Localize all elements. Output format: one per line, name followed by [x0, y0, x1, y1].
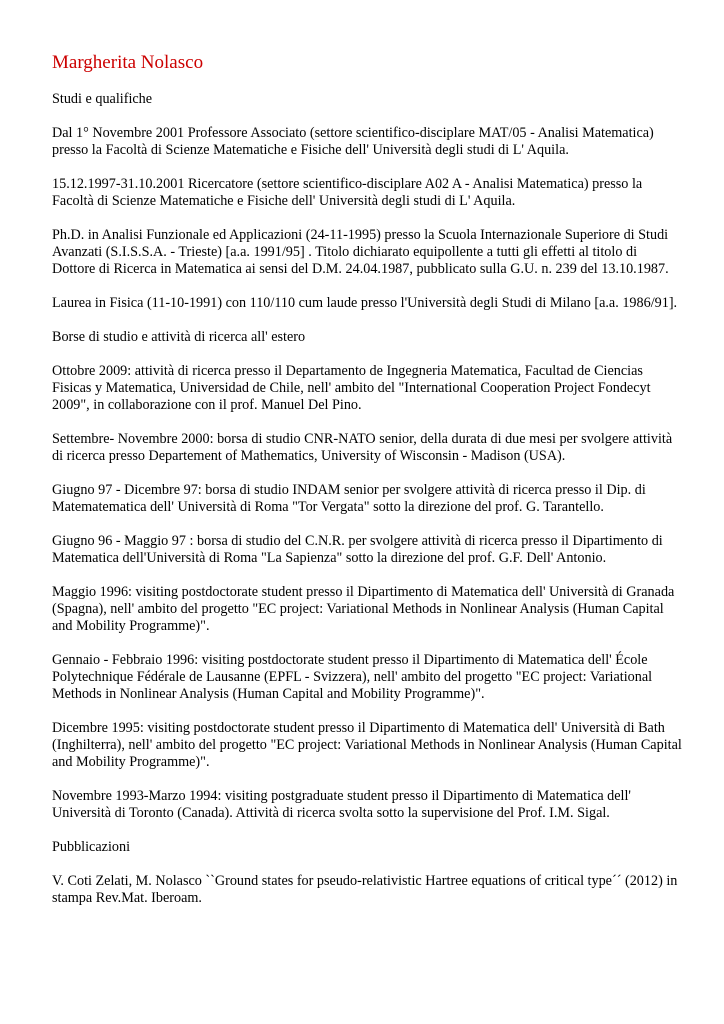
- paragraph-phd: Ph.D. in Analisi Funzionale ed Applicazioni (24-11-1995) presso la Scuola Internazionale Superiore di Studi Avanzati (S.I.S.S.A. - Trieste) [a.a. 1991/95] . Titolo dichiarato equipollente a tutti gli effetti al titolo di Dottore di Ricerca in Matematica ai sensi del D.M. 24.04.1987, pubblicato sulla G.U. n. 239 del 13.10.1987.: [52, 227, 669, 277]
- section-heading-borse: Borse di studio e attività di ricerca all' estero: [52, 329, 306, 345]
- paragraph-giugno-97: Giugno 97 - Dicembre 97: borsa di studio INDAM senior per svolgere attività di ricerca presso il Dip. di Matematematica dell' Università di Roma "Tor Vergata" sotto la direzione del prof. G. Tarantello.: [52, 482, 646, 515]
- paragraph-novembre-1993: Novembre 1993-Marzo 1994: visiting postgraduate student presso il Dipartimento di Matematica dell' Università di Toronto (Canada). Attività di ricerca svolta sotto la supervisione del Prof. I.M. Sigal.: [52, 788, 631, 821]
- paragraph-giugno-96: Giugno 96 - Maggio 97 : borsa di studio del C.N.R. per svolgere attività di ricerca presso il Dipartimento di Matematica dell'Università di Roma "La Sapienza" sotto la direzione del prof. G.F. Dell' Antonio.: [52, 533, 663, 566]
- paragraph-settembre-2000: Settembre- Novembre 2000: borsa di studio CNR-NATO senior, della durata di due mesi per svolgere attività di ricerca presso Departement of Mathematics, University of Wisconsin - Madison (USA).: [52, 431, 673, 464]
- paragraph-gennaio-1996: Gennaio - Febbraio 1996: visiting postdoctorate student presso il Dipartimento di Matematica dell' École Polytechnique Fédérale de Lausanne (EPFL - Svizzera), nell' ambito del progetto "EC project: Variational Methods in Nonlinear Analysis (Human Capital and Mobility Programme)".: [52, 652, 653, 702]
- page-title: Margherita Nolasco: [52, 52, 204, 73]
- section-heading-pubblicazioni: Pubblicazioni: [52, 839, 131, 855]
- paragraph-maggio-1996: Maggio 1996: visiting postdoctorate student presso il Dipartimento di Matematica dell' Università di Granada (Spagna), nell' ambito del progetto "EC project: Variational Methods in Nonlinear Analysis (Human Capital and Mobility Programme)".: [52, 584, 675, 634]
- paragraph-laurea: Laurea in Fisica (11-10-1991) con 110/110 cum laude presso l'Università degli Studi di Milano [a.a. 1986/91].: [52, 295, 678, 311]
- document-page: [52, 52, 682, 924]
- paragraph-professore-associato: Dal 1° Novembre 2001 Professore Associato (settore scientifico-disciplare MAT/05 - Analisi Matematica) presso la Facoltà di Scienze Matematiche e Fisiche dell' Università degli studi di L' Aquila.: [52, 125, 654, 158]
- paragraph-ricercatore: 15.12.1997-31.10.2001 Ricercatore (settore scientifico-disciplare A02 A - Analisi Matematica) presso la Facoltà di Scienze Matematiche e Fisiche dell' Università degli studi di L' Aquila.: [52, 176, 643, 209]
- publication-item: V. Coti Zelati, M. Nolasco ``Ground states for pseudo-relativistic Hartree equations of critical type´´ (2012) in stampa Rev.Mat. Iberoam.: [52, 873, 678, 906]
- paragraph-dicembre-1995: Dicembre 1995: visiting postdoctorate student presso il Dipartimento di Matematica dell' Università di Bath (Inghilterra), nell' ambito del progetto "EC project: Variational Methods in Nonlinear Analysis (Human Capital and Mobility Programme)".: [52, 720, 682, 770]
- paragraph-ottobre-2009: Ottobre 2009: attività di ricerca presso il Departamento de Ingegneria Matematica, Facultad de Ciencias Fisicas y Matematica, Universidad de Chile, nell' ambito del "International Cooperation Project Fondecyt 2009", in collaborazione con il prof. Manuel Del Pino.: [52, 363, 651, 413]
- section-heading-studi: Studi e qualifiche: [52, 91, 153, 107]
